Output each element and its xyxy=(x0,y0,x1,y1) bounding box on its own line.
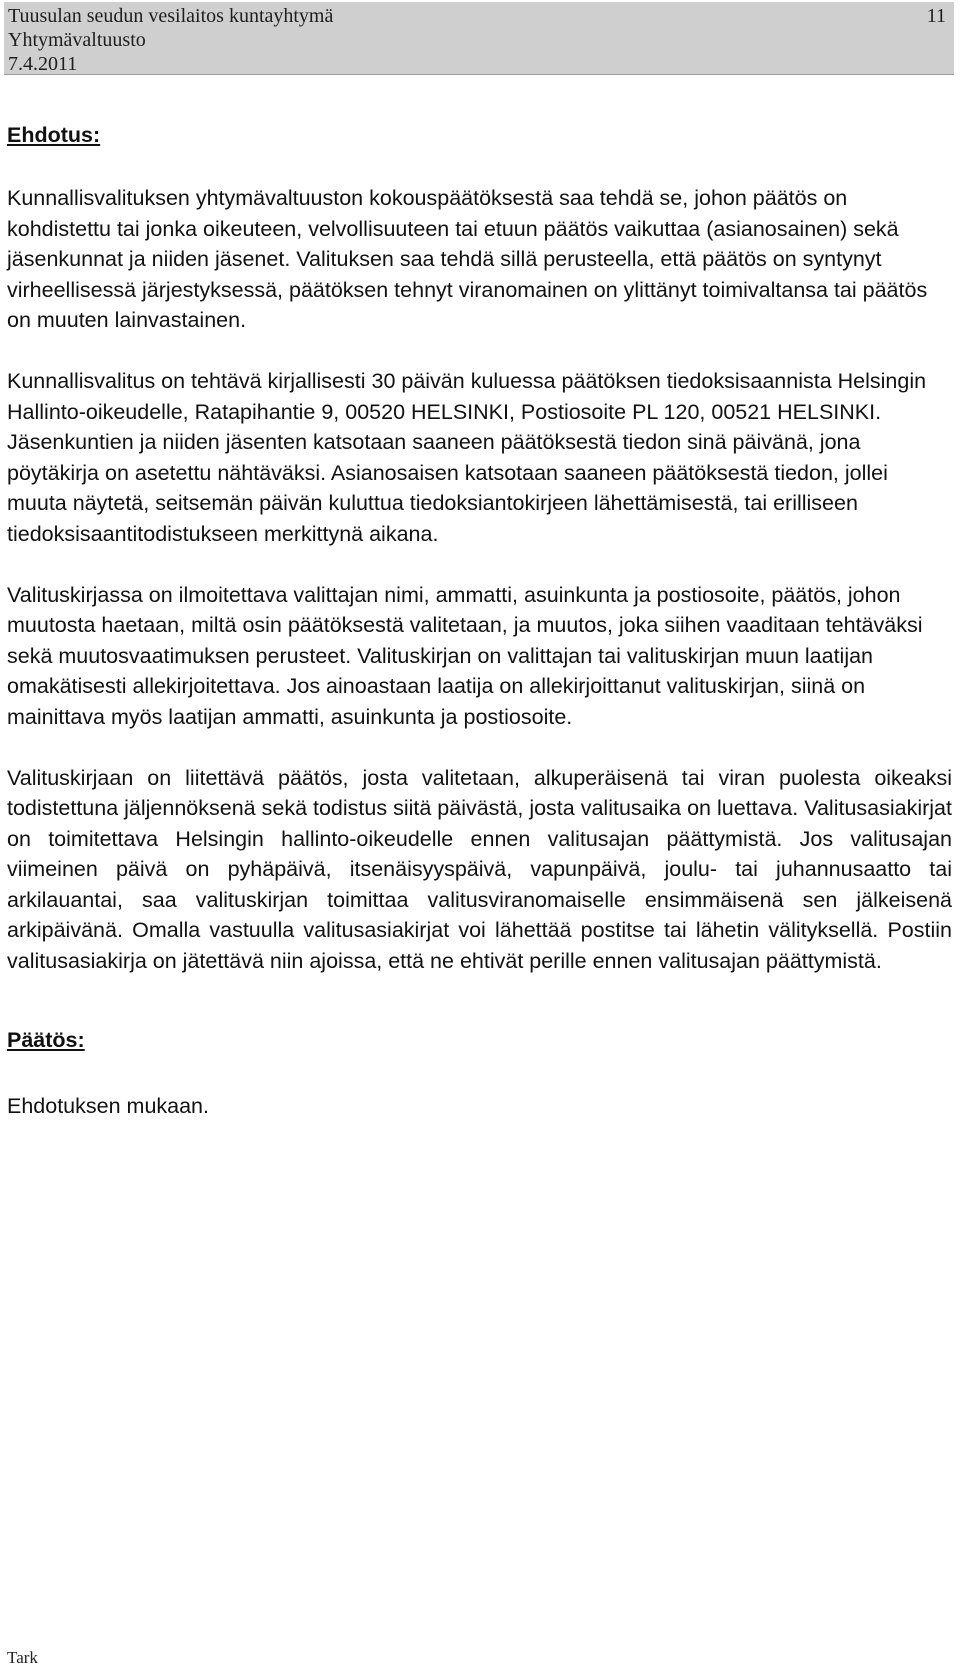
proposal-heading: Ehdotus: xyxy=(7,123,101,147)
paragraph-appeal-attachments: Valituskirjaan on liitettävä päätös, josta valitetaan, alkuperäisenä tai viran puolesta oikeaksi todistettuna jäljennöksenä sekä todistus siitä päivästä, josta valitusaika on luettava. Valitusasiakirjat on toimitettava Helsingin hallinto-oikeudelle ennen valitusajan päättymistä. Jos valitusajan viimeinen päivä on pyhäpäivä, itsenäisyyspäivä, vapunpäivä, joulu- tai juhannusaatto tai arkilauantai, saa valituskirjan toimittaa valitusviranomaiselle ensimmäisenä sen jälkeisenä arkipäivänä. Omalla vastuulla valitusasiakirjat voi lähettää postitse tai lähetin välityksellä. Postiin valitusasiakirja on jätettävä niin ajoissa, että ne ehtivät perille ennen valitusajan päättymistä. xyxy=(7,765,952,974)
footer-label: Tark xyxy=(7,1648,38,1667)
paragraph-appeal-right: Kunnallisvalituksen yhtymävaltuuston kokouspäätöksestä saa tehdä se, johon päätös on kohdistettu tai jonka oikeuteen, velvollisuuteen tai etuun päätös vaikuttaa (asianosainen) sekä jäsenkunnat ja niiden jäsenet. Valituksen saa tehdä sillä perusteella, että päätös on syntynyt virheellisessä järjestyksessä, päätöksen tehnyt viranomainen on ylittänyt toimivaltansa tai päätös on muuten lainvastainen. xyxy=(7,186,928,333)
document-body xyxy=(7,120,952,1151)
paragraph-appeal-contents: Valituskirjassa on ilmoitettava valittajan nimi, ammatti, asuinkunta ja postiosoite, päätös, johon muutosta haetaan, miltä osin päätöksestä valitetaan, ja muutos, joka siihen vaaditaan tehtäväksi sekä muutosvaatimuksen perusteet. Valituskirjan on valittajan tai valituskirjan muun laatijan omakätisesti allekirjoitettava. Jos ainoastaan laatija on allekirjoittanut valituskirjan, siinä on mainittava myös laatijan ammatti, asuinkunta ja postiosoite. xyxy=(7,582,923,729)
organization-name: Tuusulan seudun vesilaitos kuntayhtymä xyxy=(8,5,334,27)
meeting-date: 7.4.2011 xyxy=(8,53,78,75)
page-number: 11 xyxy=(926,5,946,27)
page-header xyxy=(4,2,954,75)
decision-text: Ehdotuksen mukaan. xyxy=(7,1093,209,1118)
meeting-body: Yhtymävaltuusto xyxy=(8,29,146,51)
paragraph-appeal-deadline: Kunnallisvalitus on tehtävä kirjallisesti 30 päivän kuluessa päätöksen tiedoksisaannista Helsingin Hallinto-oikeudelle, Ratapihantie 9, 00520 HELSINKI, Postiosoite PL 120, 00521 HELSINKI. Jäsenkuntien ja niiden jäsenten katsotaan saaneen päätöksestä tiedon sinä päivänä, jona pöytäkirja on asetettu nähtäväksi. Asianosaisen katsotaan saaneen päätöksestä tiedon, jollei muuta näytetä, seitsemän päivän kuluttua tiedoksiantokirjeen lähettämisestä, tai erilliseen tiedoksisaantitodistukseen merkittynä aikana. xyxy=(7,368,927,546)
decision-heading: Päätös: xyxy=(7,1027,85,1052)
